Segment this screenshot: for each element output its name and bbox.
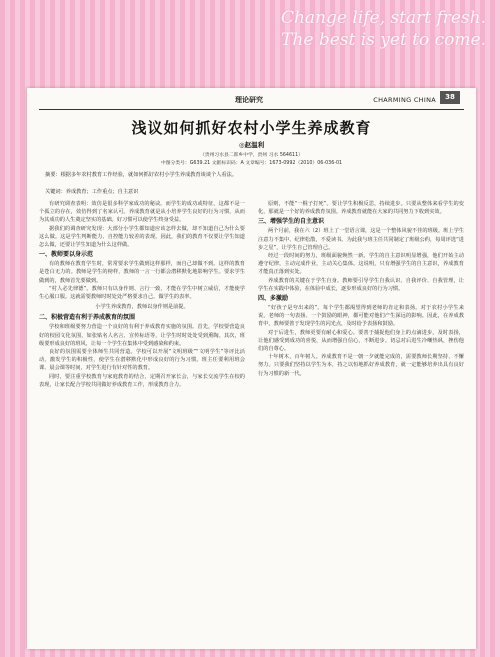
body-paragraph: 学校和班级要努力营造一个良好的有利于养成教育实施的氛围。首先，学校要营造良好的校园文化氛围，如张贴名人名言、宣传标语等，让学生时时处处受到熏陶。其次，班级要形成良好的班风，让每一个学生在集体中受到感染和约束。 <box>39 324 245 347</box>
body-paragraph: “好孩子是夸出来的”。每个学生都渴望得到老师的肯定和表扬。对于农村小学生来说，老师的一句表扬、一个鼓励的眼神，都可能对他们产生深远的影响。因此，在养成教育中，教师要善于发现学生的闪光点，及时给予表扬和鼓励。 <box>258 305 464 328</box>
section-heading: 四、多激励 <box>258 295 289 303</box>
journal-page <box>27 88 476 649</box>
section-label: 理论研究 <box>235 96 263 104</box>
author-affiliation: （贵州习水县二郎乡中学，贵州 习水 564611） <box>200 153 303 158</box>
article-keywords: 关键词：养成教育；工作重点；自主意识 <box>45 189 139 195</box>
body-paragraph: 养成教育的关键在于学生自身。教师要引导学生自我认识、自我评价、自我管理，让学生在实践中体验，在体验中成长，逐步形成良好的行为习惯。 <box>258 277 464 292</box>
body-paragraph: 据我们的调查研究发现：大部分小学生都知道应该怎样去做，却不知道自己为什么要这么做。这是学生判断能力、自控能力较差的表现。因此，我们的教育不仅要让学生知道怎么做，还要让学生知道为什么这样做。 <box>39 225 245 249</box>
section-heading: 一、教师要以身示范 <box>39 251 94 259</box>
body-paragraph: 有研究调查表明：效仿是很多科学家成功的秘诀。而学生的成功或特征，这都不是一个孤立的存在，效仿得到了名家认可。养成教育就是从小培养学生良好的行为习惯，从而为其成功的人生奠定坚实的基础。好习惯可以使学生终身受益。 <box>39 201 245 224</box>
article-abstract: 摘要：根据多年农村教育工作经验，就如何抓好农村小学生养成教育谈谈个人看法。 <box>45 172 237 178</box>
body-paragraph: 同时，要注重学校教育与家庭教育的结合，定期召开家长会，与家长交流学生在校的表现，让家长配合学校共同做好养成教育工作，形成教育合力。 <box>39 373 245 388</box>
body-paragraph: 十年树木，百年树人。养成教育不是一朝一夕就能完成的，需要教师长期坚持、不懈努力。只要我们坚持以学生为本，持之以恒地抓好养成教育，就一定能够培养出具有良好行为习惯的新一代。 <box>258 354 464 377</box>
body-paragraph: 有的教师在教育学生时，常常要求学生做到这样那样，而自己却做不到。这样的教育是苍白无力的。教师是学生的榜样，教师的一言一行都会潜移默化地影响学生。要求学生做到的，教师首先要做到。 <box>39 261 245 284</box>
article-title: 浅议如何抓好农村小学生养成教育 <box>131 119 372 137</box>
decorative-tagline-top: Change life, start fresh. <box>280 8 486 28</box>
body-paragraph: 小学生养成教育，教师以身作则是前提。 <box>95 304 189 311</box>
body-paragraph: 良好的氛围需要全体师生共同营造。学校可以开展“文明班级”“文明学生”等评比活动，激发学生的积极性，使学生在潜移默化中形成良好的行为习惯。班主任要利用班会课、晨会课等时间，对学生进行有针对性的教育。 <box>39 349 245 372</box>
body-paragraph: 两个月前，我在六（2）班上了一堂语言课，这是一个整体风貌不佳的班级。班上学生注意力不集中、纪律松散，不爱读书。为此我与班主任共同制定了班级公约，每周评选“进步之星”，让学生自己管理自己。 <box>258 228 464 251</box>
body-paragraph: 原则，不能“一棍子打死”。要让学生积极反思，持续进步。只要从整体来看学生的变化，那就是一个好的养成教育氛围。养成教育就能在大家的共同努力下收到实效。 <box>258 201 464 216</box>
section-heading: 二、积极营造有利于养成教育的氛围 <box>39 314 136 322</box>
left-text-column <box>39 200 245 640</box>
classification-meta: 中图分类号：G639.21 文献标识码：A 文章编号：1673-0992（2010）06-036-01 <box>160 161 343 166</box>
body-paragraph: “村人必先律德”。教师只有以身作则、言行一致，才能在学生中树立威信，才能使学生心服口服。这就需要教师时时处处严格要求自己，做学生的表率。 <box>39 285 245 301</box>
body-paragraph: 对于后进生，教师更要有耐心和爱心。要善于捕捉他们身上的点滴进步，及时表扬，让他们感受到成功的喜悦，从而增强自信心，不断进步。切忌对后进生冷嘲热讽，挫伤他们的自尊心。 <box>258 329 464 353</box>
page-number-badge: 38 <box>440 91 460 104</box>
section-heading: 三、增强学生的自主意识 <box>258 218 325 226</box>
right-text-column <box>258 200 464 640</box>
article-author: ◎赵温利 <box>238 141 265 149</box>
body-paragraph: 经过一段时间的努力，班级面貌焕然一新。学生的自主意识明显增强，他们开始主动遵守纪律，主动完成作业，主动关心集体。这说明，只有增强学生的自主意识，养成教育才能真正落到实处。 <box>258 253 464 276</box>
journal-name: CHARMING CHINA <box>373 96 436 104</box>
decorative-tagline-bottom: The best is yet to come. <box>281 30 486 50</box>
running-header <box>39 94 464 110</box>
